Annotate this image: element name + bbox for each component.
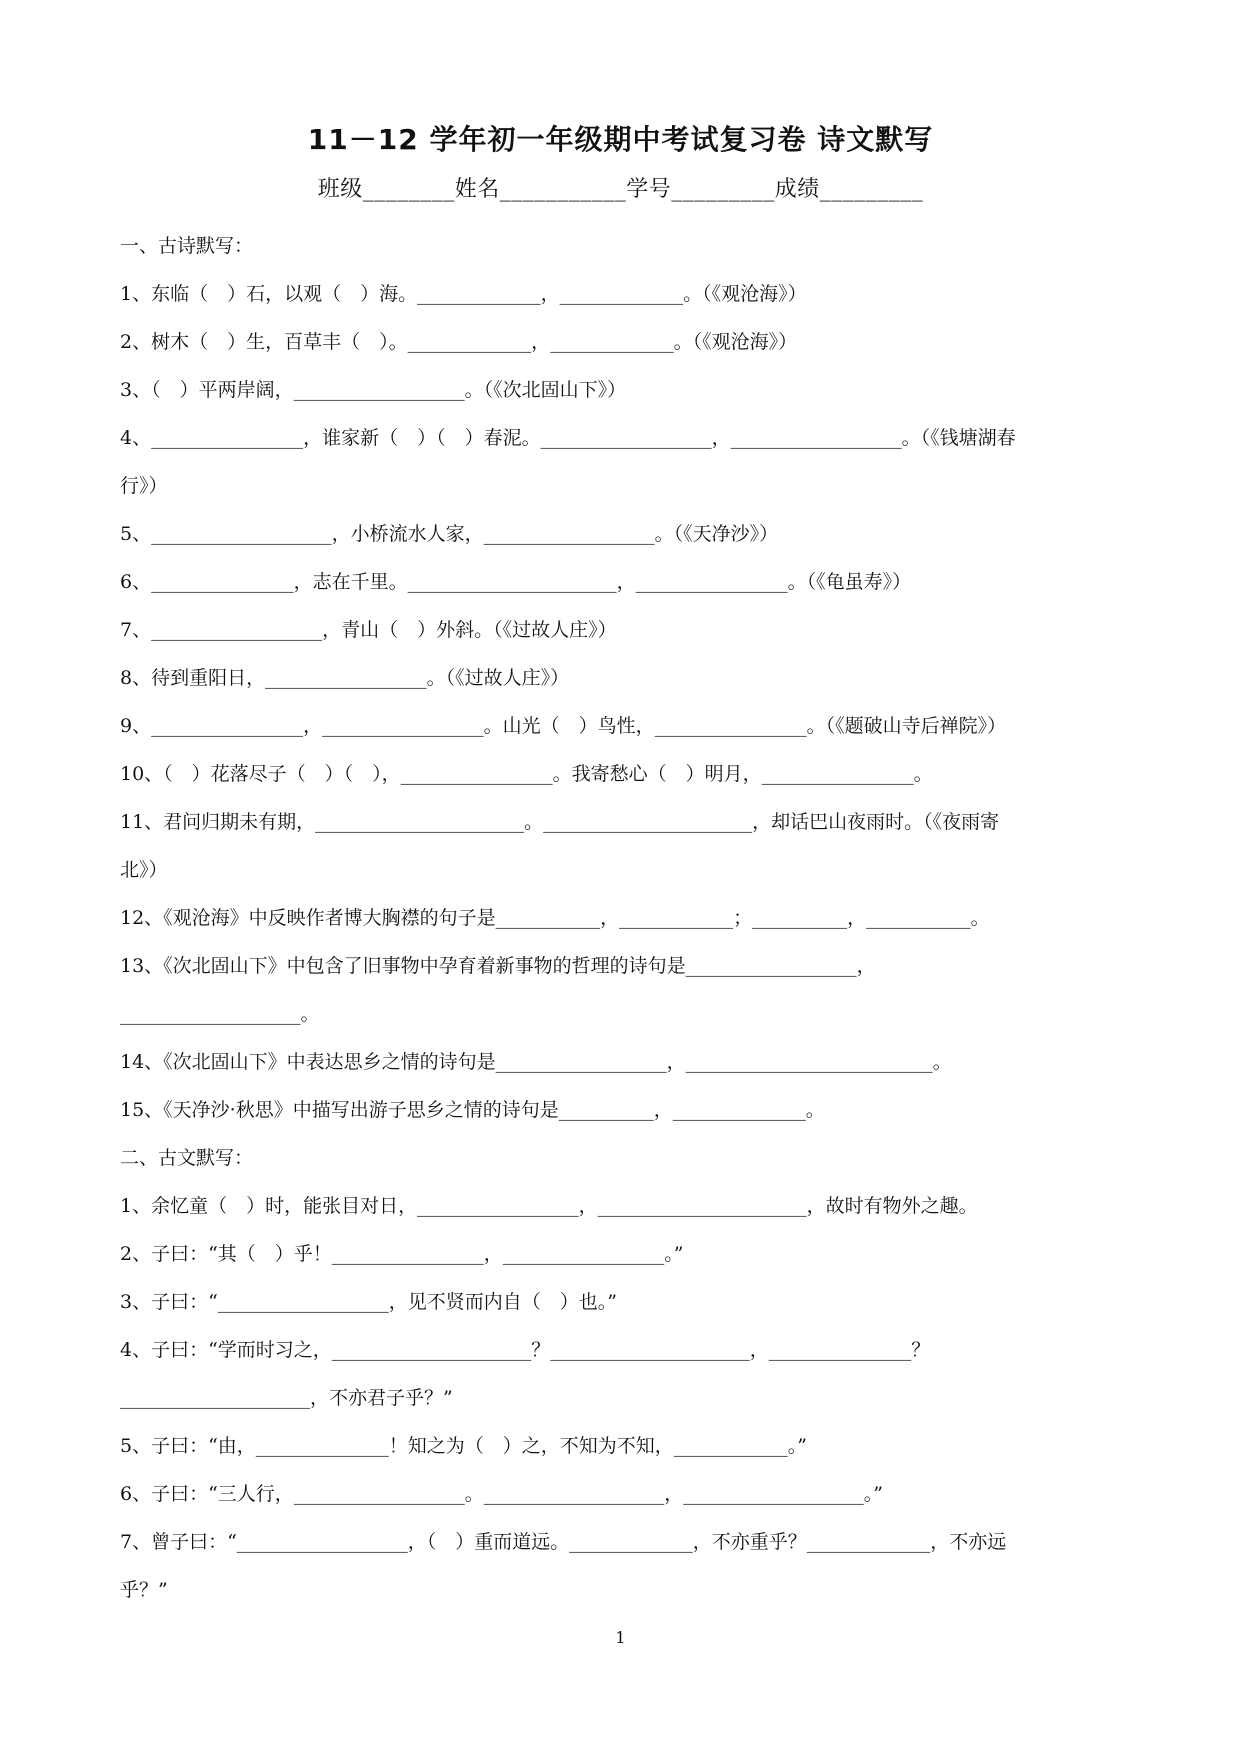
text-line: ____________________，不亦君子乎？” [120,1387,453,1409]
text-line: 2、树木（ ）生，百草丰（ ）。_____________，_____________。（《观沧海》） [120,331,798,353]
text-line: 行》） [120,475,168,497]
text-line: 6、子曰：“三人行，__________________。___________________，___________________。” [120,1483,884,1505]
text-line: 8、待到重阳日，_________________。（《过故人庄》） [120,667,570,689]
text-line: 15、《天净沙·秋思》中描写出游子思乡之情的诗句是__________，______________。 [120,1099,825,1121]
text-line: 4、子曰：“学而时习之，_____________________？_____________________，_______________？ [120,1339,931,1361]
page-title: 11－12 学年初一年级期中考试复习卷 诗文默写 [307,123,934,156]
text-line: 1、东临（ ）石，以观（ ）海。_____________，_____________。（《观沧海》） [120,283,807,305]
text-line: 13、《次北固山下》中包含了旧事物中孕育着新事物的哲理的诗句是__________________， [120,955,876,977]
text-line: 2、子曰：“其（ ）乎！________________，_________________。” [120,1243,684,1265]
text-line: 11、君问归期未有期，______________________。______________________，却话巴山夜雨时。（《夜雨寄 [120,811,1000,833]
text-line: 6、_______________，志在千里。______________________，________________。（《龟虽寿》） [120,571,912,593]
text-line: 二、古文默写： [120,1147,254,1169]
text-line: 7、曾子曰：“__________________，（ ）重而道远。_____________，不亦重乎？_____________，不亦远 [120,1531,1007,1553]
text-line: 5、子曰：“由，______________！知之为（ ）之，不知为不知，____________。” [120,1435,808,1457]
text-line: 4、________________，谁家新（ ）（ ）春泥。__________________，__________________。（《钱塘湖春 [120,427,1016,449]
student-info-line: 班级________姓名___________学号_________成绩_________ [317,177,924,202]
text-line: 5、___________________，小桥流水人家，__________________。（《天净沙》） [120,523,779,545]
text-line: 北》） [120,859,168,881]
text-line: 12、《观沧海》中反映作者博大胸襟的句子是___________，____________；__________，___________。 [120,907,990,929]
text-line: 7、__________________，青山（ ）外斜。（《过故人庄》） [120,619,617,641]
text-line: 3、（ ）平两岸阔，__________________。（《次北固山下》） [120,379,627,401]
text-line: 9、________________，_________________。山光（ ）鸟性，________________。（《题破山寺后禅院》） [120,715,1007,737]
text-line: ___________________。 [120,1003,320,1025]
page-number: 1 [615,1628,626,1647]
text-line: 14、《次北固山下》中表达思乡之情的诗句是__________________，__________________________。 [120,1051,952,1073]
text-line: 乎？” [120,1579,168,1601]
text-line: 10、（ ）花落尽子（ ）（ ），________________。我寄愁心（ ）明月，________________。 [120,763,933,785]
question-list [120,222,1160,1614]
text-line: 一、古诗默写： [120,235,254,257]
text-line: 3、子曰：“__________________，见不贤而内自（ ）也。” [120,1291,618,1313]
text-line: 1、余忆童（ ）时，能张目对日，_________________，______________________，故时有物外之趣。 [120,1195,978,1217]
